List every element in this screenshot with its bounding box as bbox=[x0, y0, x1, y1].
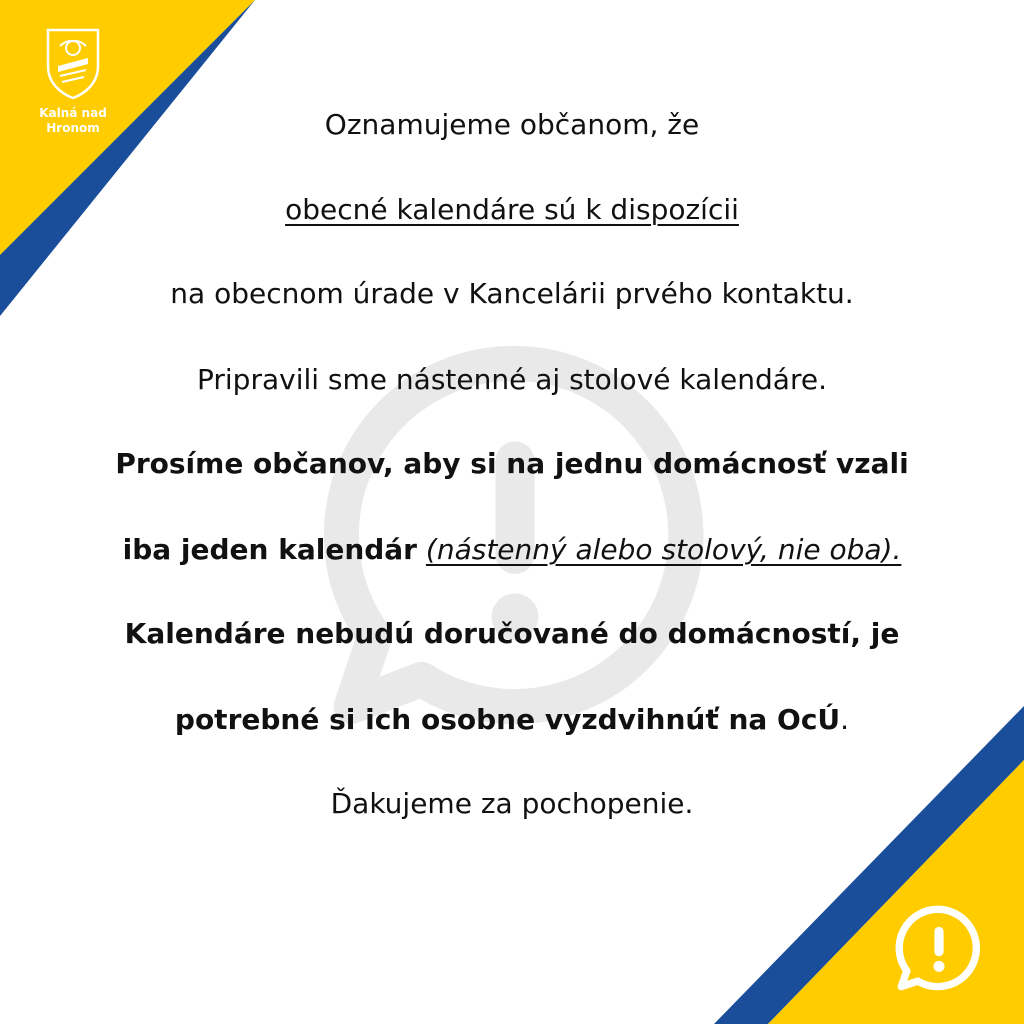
notice-line-6-bold: iba jeden kalendár bbox=[122, 533, 417, 566]
notice-line-2 bbox=[0, 190, 1024, 230]
notice-line-6 bbox=[0, 530, 1024, 570]
notice-line-8 bbox=[0, 700, 1024, 740]
notice-line-2-text: obecné kalendáre sú k dispozícii bbox=[285, 193, 739, 226]
logo-text-line1: Kalná nad bbox=[39, 106, 107, 120]
coat-of-arms-icon bbox=[44, 26, 102, 100]
notice-line-5: Prosíme občanov, aby si na jednu domácnosť vzali bbox=[115, 447, 909, 480]
notice-line-9: Ďakujeme za pochopenie. bbox=[330, 787, 694, 820]
alert-badge-icon bbox=[893, 902, 985, 994]
notice-line-7: Kalendáre nebudú doručované do domácností, je bbox=[124, 617, 900, 650]
notice-line-8-end: . bbox=[840, 703, 850, 736]
notice-line-6-italic: (nástenný alebo stolový, nie oba). bbox=[425, 533, 902, 566]
notice-line-4: Pripravili sme nástenné aj stolové kalendáre. bbox=[197, 363, 827, 396]
notice-line-3: na obecnom úrade v Kancelárii prvého kontaktu. bbox=[170, 277, 854, 310]
notice-line-8-bold: potrebné si ich osobne vyzdvihnúť na OcÚ bbox=[174, 703, 841, 736]
logo-text-line2: Hronom bbox=[46, 121, 100, 135]
notice-line-1: Oznamujeme občanom, že bbox=[324, 108, 700, 141]
